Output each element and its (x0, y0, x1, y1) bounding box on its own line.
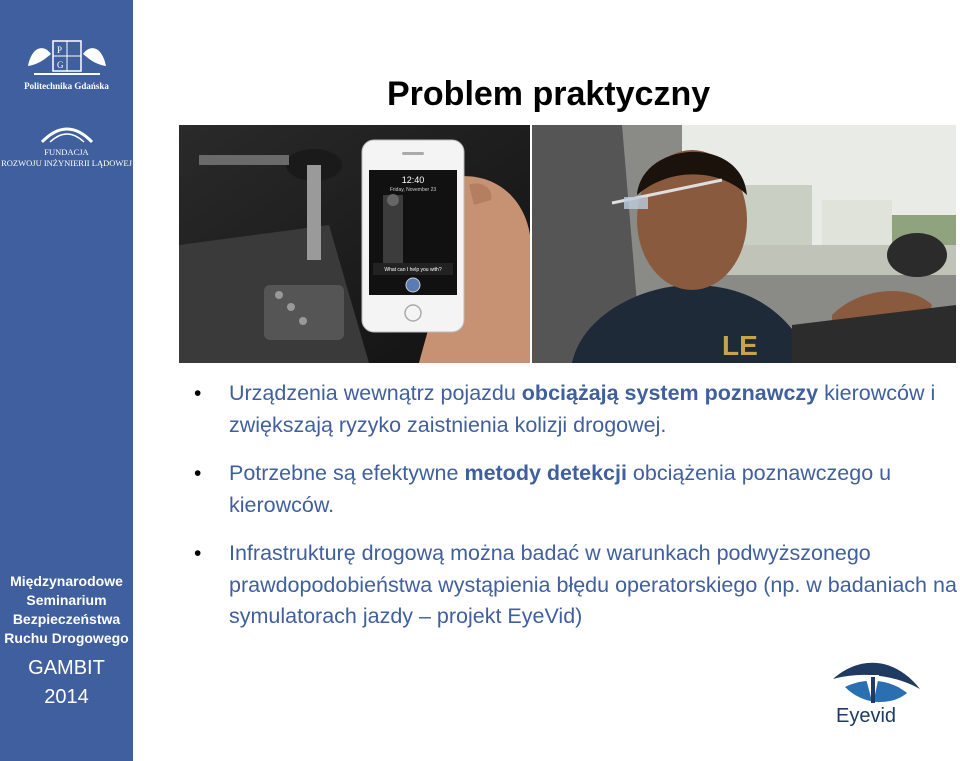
eyevid-wordmark: Eyevid (836, 705, 897, 727)
seminar-name (0, 572, 133, 648)
siri-prompt: What can I help you with? (384, 267, 442, 273)
foundation-name-line1: FUNDACJA (44, 147, 89, 157)
seminar-line: Międzynarodowe (10, 573, 123, 589)
sidebar (0, 0, 133, 761)
phone-clock: 12:40 (401, 175, 425, 185)
driver-with-glasses-photo (532, 125, 956, 363)
seminar-line: Seminarium (26, 592, 107, 608)
foundation-logo-icon (40, 122, 94, 144)
foundation-name-line2: ROZWOJU INŻYNIERII LĄDOWEJ (1, 158, 132, 168)
seminar-line: Ruchu Drogowego (4, 630, 129, 646)
slide-title: Problem praktyczny (387, 75, 711, 113)
svg-text:P: P (57, 45, 63, 55)
svg-text:G: G (57, 60, 64, 70)
bullet-emphasis: metody detekcji (464, 461, 627, 485)
bullet-item (194, 458, 960, 521)
bullet-emphasis: obciążają system poznawczy (521, 381, 819, 405)
phone-in-car-photo (179, 125, 530, 363)
bullet-item (194, 538, 960, 633)
bullet-text: kierowców i zwiększają ryzyko zaistnienia kolizji drogowej. (229, 381, 936, 437)
svg-text:LE: LE (722, 330, 758, 361)
university-crest-icon (24, 36, 110, 80)
bullet-text: Potrzebne są efektywne (229, 461, 465, 485)
bullet-list (194, 378, 960, 650)
university-name: Politechnika Gdańska (24, 81, 109, 91)
phone-date: Friday, November 23 (389, 187, 437, 193)
seminar-line: Bezpieczeństwa (12, 611, 121, 627)
bullet-item (194, 378, 960, 441)
event-name: GAMBIT (28, 657, 105, 679)
bullet-text: obciążenia poznawczego u kierowców. (229, 461, 892, 517)
bullet-text: Urządzenia wewnątrz pojazdu (229, 381, 522, 405)
bullet-text: Infrastrukturę drogową można badać w warunkach podwyższonego prawdopodobieństwa wystąpienia błędu operatorskiego (np. w badaniach na symulatorach jazdy – projekt EyeVid) (229, 541, 957, 628)
event-year: 2014 (44, 686, 89, 708)
